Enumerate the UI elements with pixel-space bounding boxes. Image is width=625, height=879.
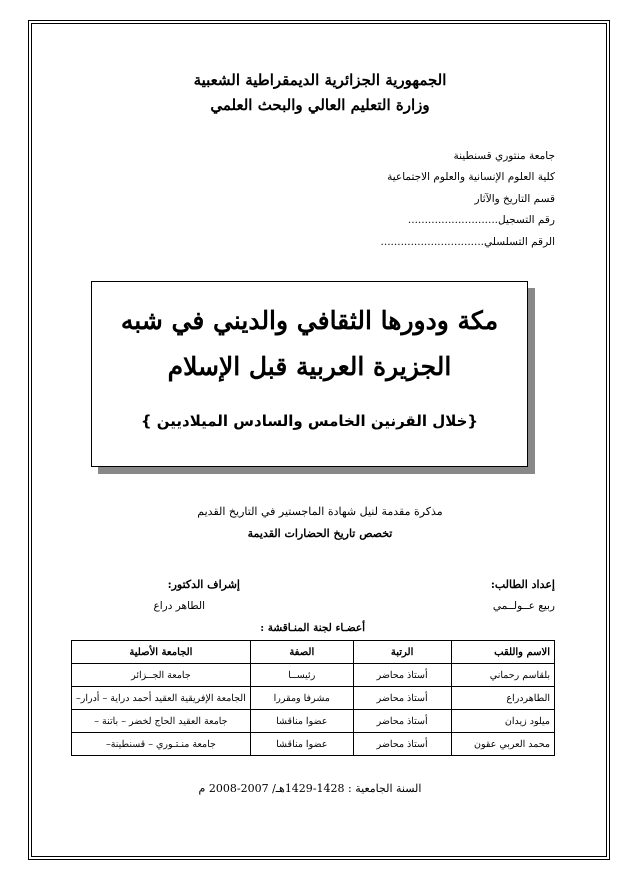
republic-heading: الجمهورية الجزائرية الديمقراطية الشعبية bbox=[193, 71, 447, 89]
table-row bbox=[72, 733, 555, 756]
serial-number: الرقم التسلسلي............................... bbox=[380, 236, 555, 248]
table-row bbox=[72, 664, 555, 687]
student-label: إعداد الطالب: bbox=[490, 578, 555, 591]
academic-year bbox=[180, 782, 440, 795]
university-name: جامعة منتوري قسنطينة bbox=[453, 150, 555, 162]
thesis-subtitle: {خلال القرنين الخامس والسادس الميلاديين } bbox=[140, 412, 479, 430]
header-university: الجامعة الأصلية bbox=[72, 641, 251, 664]
member-university: جامعة منـتـوري – قسنطينة– bbox=[72, 733, 251, 756]
member-name: الطاهردراع bbox=[451, 687, 554, 710]
member-role: رئيســا bbox=[250, 664, 353, 687]
member-role: عضوا مناقشا bbox=[250, 710, 353, 733]
faculty-name: كلية العلوم الإنسانية والعلوم الاجتماعية bbox=[387, 171, 555, 183]
table-row bbox=[72, 710, 555, 733]
thesis-description: مذكرة مقدمة لنيل شهادة الماجستير في التاريخ القديم bbox=[197, 505, 443, 518]
supervisor-name: الطاهر دراع bbox=[153, 600, 205, 612]
title-box bbox=[91, 281, 528, 467]
thesis-title-line-1: مكة ودورها الثقافي والديني في شبه bbox=[120, 306, 499, 335]
member-rank: أستاذ محاضر bbox=[353, 687, 451, 710]
committee-title: أعضـاء لجنة المنـاقشة : bbox=[260, 622, 365, 634]
committee-table bbox=[71, 640, 555, 756]
table-row bbox=[72, 687, 555, 710]
member-rank: أستاذ محاضر bbox=[353, 664, 451, 687]
committee-header-row bbox=[72, 641, 555, 664]
member-role: عضوا مناقشا bbox=[250, 733, 353, 756]
member-role: مشرفا ومقررا bbox=[250, 687, 353, 710]
student-name: ربيع عــولــمي bbox=[492, 600, 555, 612]
member-university: الجامعة الإفريقية العقيد أحمد دراية – أدرار– bbox=[72, 687, 251, 710]
registration-number: رقم التسجيل........................... bbox=[407, 214, 555, 226]
thesis-specialty: تخصص تاريخ الحضارات القديمة bbox=[247, 527, 393, 540]
member-name: ميلود زيدان bbox=[451, 710, 554, 733]
header-rank: الرتبة bbox=[353, 641, 451, 664]
ministry-heading: وزارة التعليم العالي والبحث العلمي bbox=[210, 96, 430, 114]
header-name: الاسم واللقب bbox=[451, 641, 554, 664]
member-rank: أستاذ محاضر bbox=[353, 710, 451, 733]
member-name: محمد العربي عقون bbox=[451, 733, 554, 756]
header-role: الصفة bbox=[250, 641, 353, 664]
academic-year-value: 1428-1429هـ/ 2007-2008 م bbox=[198, 782, 345, 795]
member-name: بلقاسم رحماني bbox=[451, 664, 554, 687]
department-name: قسم التاريخ والآثار bbox=[474, 193, 555, 205]
academic-year-label: السنة الجامعية : bbox=[348, 782, 422, 795]
supervisor-label: إشراف الدكتور: bbox=[167, 578, 240, 591]
member-university: جامعة الجــزائر bbox=[72, 664, 251, 687]
member-rank: أستاذ محاضر bbox=[353, 733, 451, 756]
member-university: جامعة العقيد الحاج لخضر – باتنة – bbox=[72, 710, 251, 733]
thesis-title-line-2: الجزيرة العربية قبل الإسلام bbox=[167, 352, 452, 381]
